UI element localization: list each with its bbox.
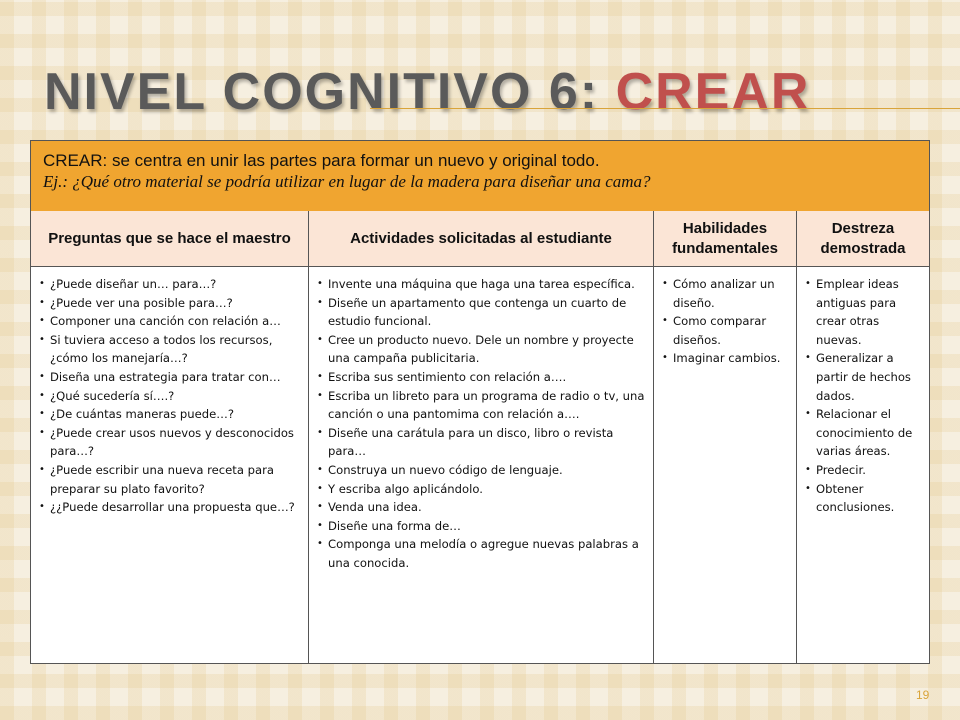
list-item: • Y escriba algo aplicándolo. [317,480,647,499]
list-item: • ¿Puede escribir una nueva receta para preparar su plato favorito? [39,461,302,498]
list-item: • Relacionar el conocimiento de varias áreas. [805,405,923,461]
list-item: • Si tuviera acceso a todos los recursos, ¿cómo los manejaría…? [39,331,302,368]
slide-title [44,62,810,122]
header-actividades: Actividades solicitadas al estudiante [308,211,653,267]
list-item: • Cómo analizar un diseño. [662,275,790,312]
habilidades-list [662,275,790,368]
list-item: • ¿Puede ver una posible para…? [39,294,302,313]
column-preguntas [31,267,308,663]
example-text: Ej.: ¿Qué otro material se podría utilizar en lugar de la madera para diseñar una cama? [43,172,651,191]
list-item: • Escriba sus sentimiento con relación a…. [317,368,647,387]
list-item: • Diseñe una carátula para un disco, libro o revista para… [317,424,647,461]
actividades-list [317,275,647,573]
crear-table [30,140,930,664]
list-item: • Escriba un libreto para un programa de radio o tv, una canción o una pantomima con relación a…. [317,387,647,424]
list-item: • ¿De cuántas maneras puede…? [39,405,302,424]
title-accent: CREAR [615,63,811,121]
list-item: • ¿Qué sucedería sí….? [39,387,302,406]
list-item: • Diseñe un apartamento que contenga un cuarto de estudio funcional. [317,294,647,331]
definition-banner [31,141,929,211]
header-destreza: Destreza demostrada [796,211,929,267]
list-item: • ¿Puede crear usos nuevos y desconocidos para…? [39,424,302,461]
list-item: • Predecir. [805,461,923,480]
column-destreza [796,267,929,663]
list-item: • Emplear ideas antiguas para crear otras nuevas. [805,275,923,349]
list-item: • Componer una canción con relación a… [39,312,302,331]
list-item: • Construya un nuevo código de lenguaje. [317,461,647,480]
list-item: • Diseña una estrategia para tratar con… [39,368,302,387]
list-item: • Cree un producto nuevo. Dele un nombre y proyecte una campaña publicitaria. [317,331,647,368]
list-item: • Obtener conclusiones. [805,480,923,517]
list-item: • Como comparar diseños. [662,312,790,349]
title-underline [370,108,960,109]
destreza-list [805,275,923,517]
list-item: • Generalizar a partir de hechos dados. [805,349,923,405]
preguntas-list [39,275,302,517]
list-item: • Diseñe una forma de… [317,517,647,536]
list-item: • Venda una idea. [317,498,647,517]
column-habilidades [653,267,796,663]
list-item: • ¿¿Puede desarrollar una propuesta que…? [39,498,302,517]
list-item: • Imaginar cambios. [662,349,790,368]
column-actividades [308,267,653,663]
title-prefix: NIVEL COGNITIVO 6: [44,63,616,121]
definition-text: CREAR: se centra en unir las partes para formar un nuevo y original todo. [43,151,600,170]
list-item: • ¿Puede diseñar un… para…? [39,275,302,294]
header-preguntas: Preguntas que se hace el maestro [31,211,308,267]
list-item: • Componga una melodía o agregue nuevas palabras a una conocida. [317,535,647,572]
page-number: 19 [916,688,930,702]
list-item: • Invente una máquina que haga una tarea específica. [317,275,647,294]
header-habilidades: Habilidades fundamentales [653,211,796,267]
